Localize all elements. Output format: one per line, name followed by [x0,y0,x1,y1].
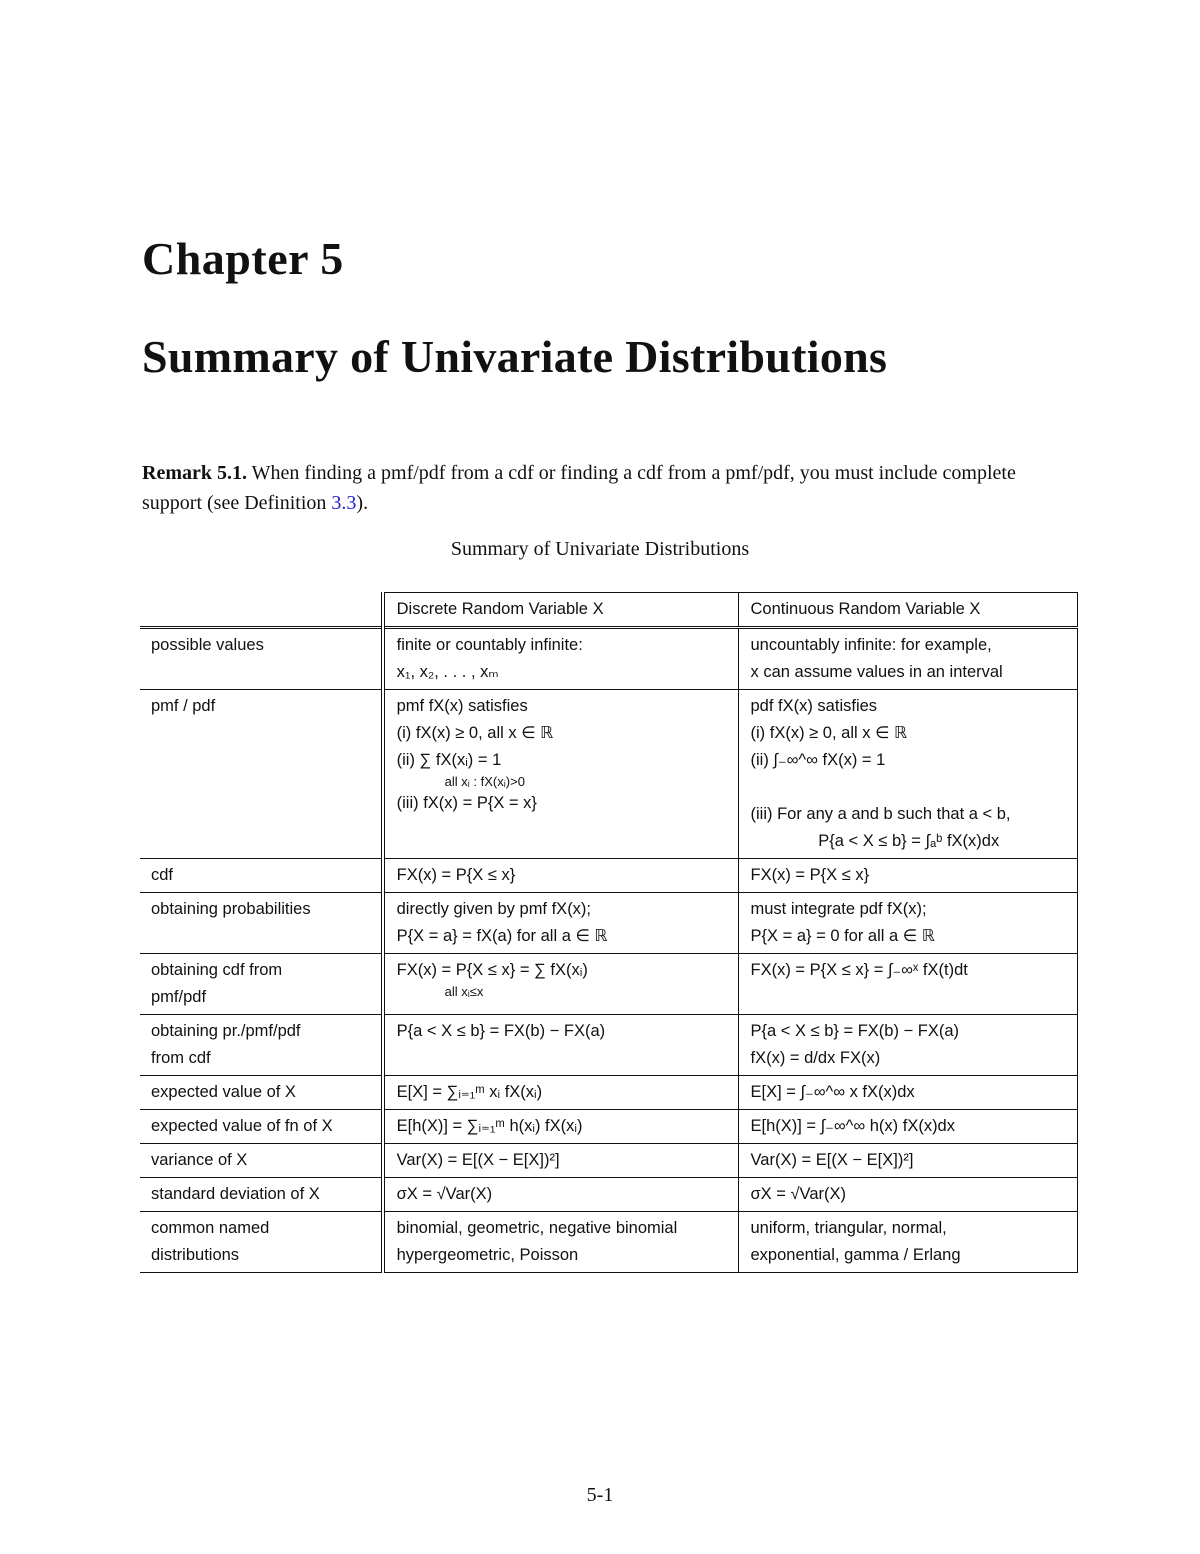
continuous-cell [738,1076,1078,1110]
cell-line: pmf/pdf [151,988,207,1006]
continuous-cell [738,859,1078,893]
cell-line: E[h(X)] = ∫₋∞^∞ h(x) fX(x)dx [750,1117,955,1135]
table-header-row [140,593,1078,628]
cell-line: (iii) For any a and b such that a < b, [750,805,1011,823]
cell-line: obtaining probabilities [151,900,311,918]
distribution-summary-table [140,592,1078,1273]
header-cell-continuous: Continuous Random Variable X [738,593,1078,628]
table-row [140,1015,1078,1076]
continuous-cell [738,1178,1078,1212]
remark-text-end: ). [356,492,369,514]
table-row [140,1110,1078,1144]
cell-line: must integrate pdf fX(x); [750,900,927,918]
cell-line: fX(x) = d/dx FX(x) [750,1049,881,1067]
row-label-cell [140,1144,383,1178]
row-label-cell [140,690,383,859]
continuous-cell [738,1015,1078,1076]
table-row [140,1144,1078,1178]
cell-line: exponential, gamma / Erlang [750,1246,961,1264]
cell-line: σX = √Var(X) [750,1185,846,1203]
cell-line: P{X = a} = fX(a) for all a ∈ ℝ [396,927,608,945]
table-row [140,628,1078,690]
discrete-cell [383,1178,738,1212]
discrete-cell [383,859,738,893]
table-row [140,954,1078,1015]
continuous-cell [738,1212,1078,1273]
cell-line: variance of X [151,1151,248,1169]
cell-line: Var(X) = E[(X − E[X])²] [396,1151,560,1169]
continuous-cell [738,690,1078,859]
definition-link[interactable]: 3.3 [331,492,357,514]
remark-paragraph [142,458,1072,518]
cell-line: from cdf [151,1049,211,1067]
row-label-cell [140,859,383,893]
cell-line: P{a < X ≤ b} = FX(b) − FX(a) [750,1022,960,1040]
continuous-cell [738,1144,1078,1178]
row-label-cell [140,1212,383,1273]
header-cell-discrete: Discrete Random Variable X [383,593,738,628]
table-caption: Summary of Univariate Distributions [450,538,750,560]
table-row [140,1076,1078,1110]
cell-line: all xᵢ≤x [444,984,484,999]
cell-line: expected value of fn of X [151,1117,333,1135]
page-number: 5-1 [586,1484,614,1506]
row-label-cell [140,1110,383,1144]
cell-line: E[X] = ∫₋∞^∞ x fX(x)dx [750,1083,915,1101]
cell-line: P{a < X ≤ b} = ∫ₐᵇ fX(x)dx [818,832,1000,850]
row-label-cell [140,628,383,690]
discrete-cell [383,1110,738,1144]
table-row [140,859,1078,893]
cell-line: standard deviation of X [151,1185,320,1203]
cell-line: E[X] = ∑ᵢ₌₁ᵐ xᵢ fX(xᵢ) [396,1083,543,1101]
continuous-cell [738,893,1078,954]
cell-line: P{a < X ≤ b} = FX(b) − FX(a) [396,1022,606,1040]
discrete-cell [383,1212,738,1273]
cell-line: uncountably infinite: for example, [750,636,992,654]
cell-line [751,774,1068,801]
cell-line: FX(x) = P{X ≤ x} = ∫₋∞ˣ fX(t)dt [750,961,968,979]
discrete-cell [383,1015,738,1076]
discrete-cell [383,1144,738,1178]
cell-line: obtaining pr./pmf/pdf [151,1022,301,1040]
cell-line: finite or countably infinite: [396,636,583,654]
table-row [140,1212,1078,1273]
discrete-cell [383,893,738,954]
row-label-cell [140,893,383,954]
cell-line: pdf fX(x) satisfies [750,697,878,715]
cell-line: uniform, triangular, normal, [750,1219,947,1237]
cell-line: P{X = a} = 0 for all a ∈ ℝ [750,927,935,945]
cell-line: pmf / pdf [151,697,216,715]
cell-line: possible values [151,636,264,654]
cell-line: binomial, geometric, negative binomial [396,1219,678,1237]
cell-line: (i) fX(x) ≥ 0, all x ∈ ℝ [396,724,554,742]
cell-line: (i) fX(x) ≥ 0, all x ∈ ℝ [750,724,908,742]
table-row [140,690,1078,859]
discrete-cell [383,690,738,859]
cell-line: pmf fX(x) satisfies [396,697,528,715]
cell-line: expected value of X [151,1083,296,1101]
header-cell-empty [140,593,383,628]
chapter-heading: Chapter 5 [142,233,344,284]
table-row [140,1178,1078,1212]
cell-line: directly given by pmf fX(x); [396,900,592,918]
cell-line: (ii) ∑ fX(xᵢ) = 1 [396,751,502,769]
cell-line: common named [151,1219,270,1237]
continuous-cell [738,954,1078,1015]
cell-line: hypergeometric, Poisson [396,1246,579,1264]
discrete-cell [383,1076,738,1110]
cell-line: σX = √Var(X) [396,1185,493,1203]
row-label-cell [140,1015,383,1076]
cell-line: all xᵢ : fX(xᵢ)>0 [444,774,525,789]
page-title: Summary of Univariate Distributions [142,331,888,382]
row-label-cell [140,954,383,1015]
remark-label: Remark 5.1. [142,462,247,484]
cell-line: Var(X) = E[(X − E[X])²] [750,1151,914,1169]
cell-line: (iii) fX(x) = P{X = x} [396,794,537,812]
table-row [140,893,1078,954]
cell-line: FX(x) = P{X ≤ x} [396,866,516,884]
cell-line: obtaining cdf from [151,961,283,979]
cell-line: FX(x) = P{X ≤ x} = ∑ fX(xᵢ) [396,961,588,979]
discrete-cell [383,954,738,1015]
row-label-cell [140,1178,383,1212]
cell-line: x₁, x₂, . . . , xₘ [396,663,499,681]
discrete-cell [383,628,738,690]
cell-line: (ii) ∫₋∞^∞ fX(x) = 1 [750,751,886,769]
cell-line: cdf [151,866,174,884]
cell-line: x can assume values in an interval [750,663,1003,681]
cell-line: E[h(X)] = ∑ᵢ₌₁ᵐ h(xᵢ) fX(xᵢ) [396,1117,583,1135]
continuous-cell [738,628,1078,690]
row-label-cell [140,1076,383,1110]
cell-line: distributions [151,1246,240,1264]
remark-text: When finding a pmf/pdf from a cdf or finding a cdf from a pmf/pdf, you must include complete support (see Definition [142,462,1016,514]
continuous-cell [738,1110,1078,1144]
cell-line: FX(x) = P{X ≤ x} [750,866,870,884]
